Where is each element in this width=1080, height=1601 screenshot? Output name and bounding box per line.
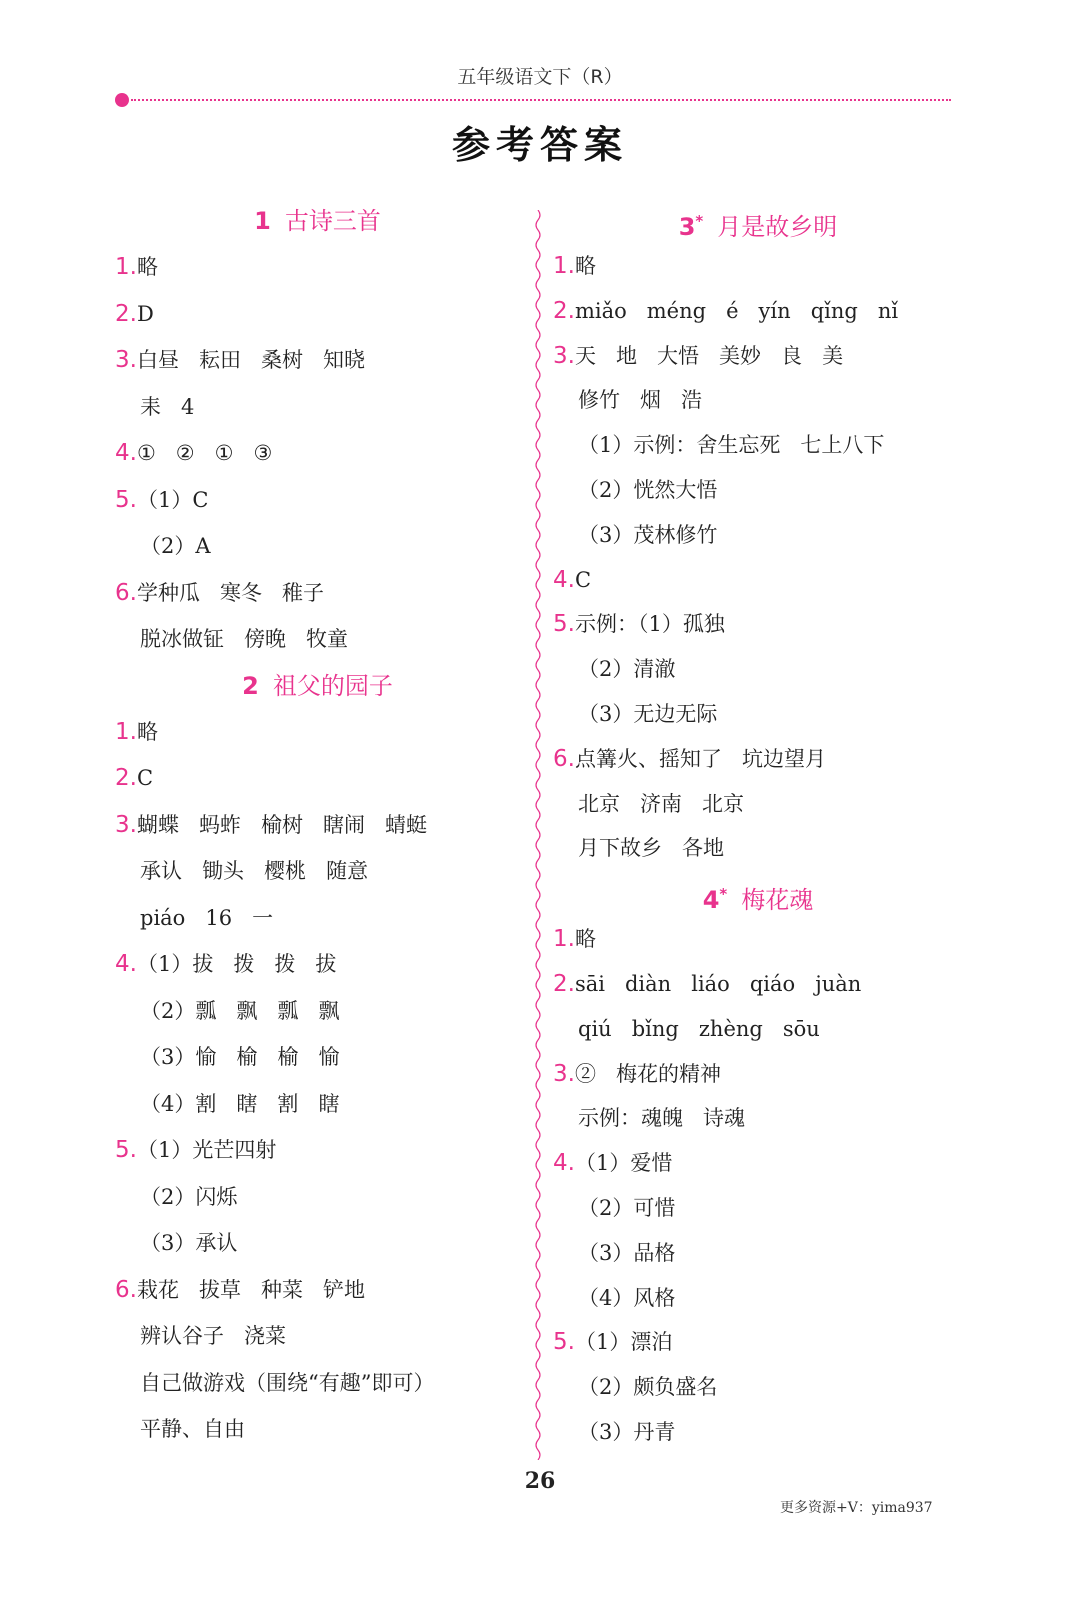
- section-title: 古诗三首: [284, 207, 381, 235]
- answer-text: （2）颇负盛名: [578, 1375, 718, 1400]
- answer-text: （2）清澈: [578, 657, 676, 682]
- answer-continuation: [115, 1220, 520, 1267]
- answer-text: 示例：魂魄 诗魂: [578, 1106, 746, 1131]
- answer-continuation: [553, 423, 963, 468]
- answer-text: C: [136, 766, 154, 790]
- answer-item: [553, 1141, 963, 1186]
- answer-item: [553, 289, 963, 334]
- answer-item: [553, 334, 963, 379]
- question-number: 3.: [553, 342, 575, 369]
- page-title: 参考答案: [451, 123, 628, 167]
- question-number: 3.: [115, 347, 137, 373]
- answer-text: 白昼 耘田 桑树 知晓: [136, 348, 366, 372]
- answer-continuation: [115, 1034, 520, 1081]
- question-number: 6.: [553, 745, 575, 772]
- answer-text: 北京 济南 北京: [578, 791, 745, 816]
- question-number: 6.: [115, 1276, 137, 1303]
- section-heading: [553, 198, 963, 244]
- answer-text: 耒 4: [140, 394, 195, 419]
- answer-continuation: [553, 378, 963, 423]
- answer-item: [553, 1052, 963, 1097]
- answer-text: sāi diàn liáo qiáo juàn: [574, 971, 862, 996]
- answer-continuation: [553, 1096, 963, 1141]
- answer-text: （3）愉 榆 榆 愉: [140, 1045, 340, 1069]
- question-number: 1.: [553, 253, 575, 279]
- answer-item: [553, 737, 963, 782]
- header-dotted-rule: [131, 99, 951, 101]
- answer-text: ① ② ① ③: [136, 441, 273, 465]
- answer-continuation: [115, 1313, 520, 1360]
- answer-continuation: [553, 1276, 963, 1321]
- answer-text: 修竹 烟 浩: [578, 388, 703, 413]
- answer-continuation: [115, 523, 520, 570]
- section-number: 3*: [678, 212, 704, 241]
- section-title: 月是故乡明: [717, 213, 838, 241]
- section-heading: [115, 663, 520, 709]
- question-number: 5.: [553, 611, 575, 638]
- left-column: [115, 198, 520, 1453]
- answer-item: [115, 244, 520, 291]
- answer-text: 辨认谷子 浇菜: [140, 1324, 287, 1348]
- answer-text: （2）A: [140, 534, 211, 558]
- answer-text: （3）茂林修竹: [578, 522, 718, 547]
- section-heading: [553, 871, 963, 917]
- answer-item: [553, 962, 963, 1007]
- question-number: 2.: [553, 297, 575, 324]
- question-number: 2.: [115, 765, 137, 791]
- answer-text: （1）爱惜: [574, 1151, 673, 1176]
- answer-text: （4）割 瞎 割 瞎: [140, 1091, 340, 1116]
- answer-item: [115, 755, 520, 802]
- section-title: 祖父的园子: [272, 671, 393, 700]
- page-header: 五年级语文下（R）: [457, 66, 623, 88]
- answer-text: （4）风格: [578, 1285, 676, 1310]
- answer-text: 略: [574, 927, 596, 952]
- answer-text: 承认 锄头 樱桃 随意: [140, 859, 369, 883]
- answer-text: 栽花 拔草 种菜 铲地: [136, 1277, 366, 1302]
- question-number: 2.: [115, 300, 137, 327]
- answer-text: 脱冰做钲 傍晚 牧童: [140, 627, 349, 651]
- answer-text: D: [136, 301, 154, 326]
- answer-continuation: [115, 384, 520, 431]
- answer-text: （1）拔 拨 拨 拔: [136, 952, 337, 976]
- answer-text: （3）无边无际: [578, 701, 718, 726]
- answer-text: （1）光芒四射: [136, 1138, 277, 1162]
- question-number: 4.: [553, 566, 575, 593]
- answer-continuation: [115, 1174, 520, 1221]
- answer-text: miǎo méng é yín qǐng nǐ: [574, 298, 899, 323]
- answer-text: （3）承认: [140, 1231, 238, 1255]
- footer-note: 更多资源+V：yima937: [780, 1500, 933, 1516]
- answer-continuation: [115, 895, 520, 942]
- section-number: 4*: [702, 885, 728, 915]
- answer-continuation: [115, 1360, 520, 1407]
- answer-text: 蝴蝶 蚂蚱 榆树 瞎闹 蜻蜓: [136, 812, 428, 837]
- question-number: 5.: [115, 1137, 137, 1163]
- answer-continuation: [553, 692, 963, 737]
- section-number: 1: [254, 207, 271, 235]
- answer-item: [115, 337, 520, 384]
- section-number: 2: [242, 671, 259, 700]
- answer-text: 平静、自由: [140, 1417, 245, 1441]
- question-number: 3.: [553, 1060, 575, 1087]
- answer-continuation: [553, 1186, 963, 1231]
- right-column: [553, 198, 963, 1455]
- answer-text: 月下故乡 各地: [578, 836, 725, 861]
- answer-continuation: [553, 826, 963, 871]
- answer-item: [115, 802, 520, 849]
- question-number: 1.: [553, 926, 575, 953]
- answer-text: 略: [574, 254, 596, 278]
- answer-continuation: [115, 616, 520, 663]
- answer-item: [553, 244, 963, 289]
- answer-continuation: [115, 848, 520, 895]
- answer-continuation: [553, 647, 963, 692]
- question-number: 5.: [553, 1329, 575, 1356]
- answer-item: [115, 1127, 520, 1174]
- header-dot: [115, 93, 129, 107]
- question-number: 1.: [115, 254, 137, 280]
- answer-text: （1）示例：舍生忘死 七上八下: [578, 433, 885, 458]
- answer-continuation: [553, 1365, 963, 1410]
- answer-text: C: [574, 567, 592, 592]
- answer-text: qiú bǐng zhèng sōu: [578, 1016, 820, 1041]
- page-number: 26: [524, 1468, 556, 1494]
- column-divider: [533, 210, 543, 1460]
- question-number: 4.: [553, 1150, 575, 1177]
- answer-continuation: [553, 1410, 963, 1455]
- answer-text: 学种瓜 寒冬 稚子: [136, 580, 325, 605]
- section-title: 梅花魂: [741, 886, 814, 915]
- question-number: 6.: [115, 579, 137, 606]
- answer-item: [115, 291, 520, 338]
- answer-continuation: [115, 988, 520, 1035]
- answer-item: [115, 1267, 520, 1314]
- answer-item: [553, 917, 963, 962]
- answer-text: （2）可惜: [578, 1195, 676, 1220]
- answer-text: 示例：（1）孤独: [574, 612, 725, 637]
- answer-item: [553, 558, 963, 603]
- answer-text: （2）闪烁: [140, 1184, 238, 1209]
- answer-continuation: [553, 513, 963, 558]
- answer-continuation: [553, 782, 963, 827]
- answer-continuation: [553, 468, 963, 513]
- answer-text: （2）瓢 飘 瓢 飘: [140, 998, 340, 1023]
- answer-text: （1）C: [136, 487, 209, 512]
- answer-text: （2）恍然大悟: [578, 477, 718, 502]
- answer-continuation: [115, 1081, 520, 1128]
- question-number: 4.: [115, 440, 137, 466]
- answer-text: 略: [136, 719, 158, 744]
- answer-text: 点篝火、摇知了 坑边望月: [574, 746, 826, 771]
- answer-continuation: [553, 1231, 963, 1276]
- answer-text: （1）漂泊: [574, 1330, 673, 1355]
- answer-text: 自己做游戏（围绕“有趣”即可）: [140, 1370, 435, 1395]
- answer-item: [553, 1320, 963, 1365]
- answer-text: piáo 16 一: [140, 905, 274, 930]
- answer-continuation: [115, 1406, 520, 1453]
- section-heading: [115, 198, 520, 244]
- answer-item: [553, 602, 963, 647]
- answer-item: [115, 570, 520, 617]
- answer-item: [115, 430, 520, 477]
- question-number: 5.: [115, 486, 137, 513]
- answer-item: [115, 941, 520, 988]
- answer-item: [115, 477, 520, 524]
- question-number: 4.: [115, 951, 137, 977]
- answer-continuation: [553, 1007, 963, 1052]
- answer-text: （3）品格: [578, 1240, 676, 1265]
- question-number: 3.: [115, 811, 137, 838]
- answer-item: [115, 709, 520, 756]
- answer-text: ② 梅花的精神: [574, 1061, 721, 1086]
- answer-text: 略: [136, 255, 158, 279]
- question-number: 2.: [553, 970, 575, 997]
- answer-text: 天 地 大悟 美妙 良 美: [574, 343, 844, 368]
- answer-text: （3）丹青: [578, 1419, 676, 1444]
- question-number: 1.: [115, 718, 137, 745]
